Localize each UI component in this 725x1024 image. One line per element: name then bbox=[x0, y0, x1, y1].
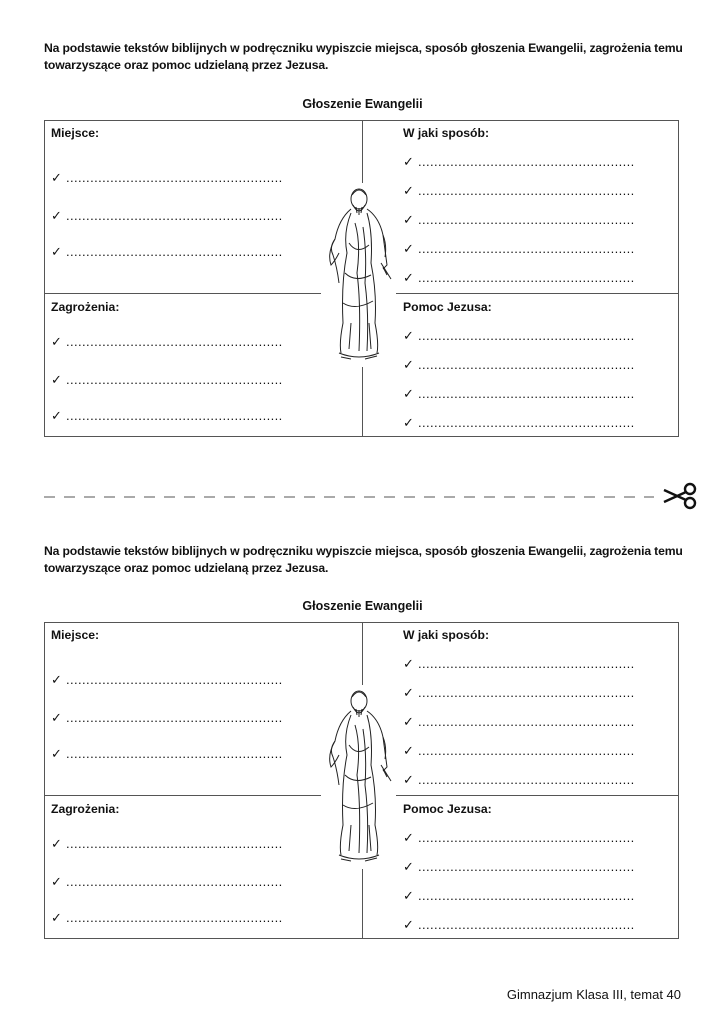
answer-line[interactable]: ✓ ...................................................... bbox=[403, 415, 635, 430]
answer-line[interactable]: ✓ ...................................................... bbox=[403, 743, 635, 758]
check-icon: ✓ bbox=[403, 386, 414, 401]
answer-line[interactable]: ✓ ...................................................... bbox=[51, 408, 283, 423]
answer-line[interactable]: ✓ ...................................................... bbox=[403, 241, 635, 256]
answer-line[interactable]: ✓ ...................................................... bbox=[403, 656, 635, 671]
check-icon: ✓ bbox=[403, 830, 414, 845]
answer-line[interactable]: ✓ ...................................................... bbox=[403, 183, 635, 198]
answer-line[interactable]: ✓ ...................................................... bbox=[403, 685, 635, 700]
answer-line[interactable]: ✓ ...................................................... bbox=[403, 859, 635, 874]
check-icon: ✓ bbox=[51, 170, 62, 185]
cell-pomoc bbox=[403, 300, 673, 430]
page-footer: Gimnazjum Klasa III, temat 40 bbox=[506, 987, 681, 1002]
cell-sposob bbox=[403, 628, 673, 793]
answer-line[interactable]: ✓ ...................................................... bbox=[403, 888, 635, 903]
label-miejsce: Miejsce: bbox=[51, 126, 100, 140]
check-icon: ✓ bbox=[51, 874, 62, 889]
check-icon: ✓ bbox=[403, 859, 414, 874]
answer-line[interactable]: ✓ ...................................................... bbox=[403, 328, 635, 343]
grid-divider-left bbox=[45, 293, 327, 294]
label-zagrozenia: Zagrożenia: bbox=[51, 802, 120, 816]
grid-divider-right bbox=[396, 293, 678, 294]
cell-zagrozenia bbox=[51, 802, 351, 932]
check-icon: ✓ bbox=[403, 241, 414, 256]
cell-miejsce bbox=[51, 126, 351, 286]
check-icon: ✓ bbox=[403, 328, 414, 343]
check-icon: ✓ bbox=[403, 743, 414, 758]
answer-line[interactable]: ✓ ...................................................... bbox=[51, 836, 283, 851]
check-icon: ✓ bbox=[51, 334, 62, 349]
answer-line[interactable]: ✓ ...................................................... bbox=[51, 874, 283, 889]
check-icon: ✓ bbox=[403, 270, 414, 285]
sheet-title-top: Głoszenie Ewangelii bbox=[302, 97, 423, 111]
check-icon: ✓ bbox=[403, 415, 414, 430]
cell-pomoc bbox=[403, 802, 673, 932]
check-icon: ✓ bbox=[403, 917, 414, 932]
answer-line[interactable]: ✓ ...................................................... bbox=[51, 244, 283, 259]
apostle-figure-illustration bbox=[321, 183, 395, 367]
cut-line bbox=[44, 488, 664, 504]
sheet-title-bottom: Głoszenie Ewangelii bbox=[302, 599, 423, 613]
answer-line[interactable]: ✓ ...................................................... bbox=[51, 334, 283, 349]
label-pomoc: Pomoc Jezusa: bbox=[403, 300, 492, 314]
cell-zagrozenia bbox=[51, 300, 351, 430]
worksheet-grid-top bbox=[44, 120, 679, 437]
check-icon: ✓ bbox=[51, 244, 62, 259]
answer-line[interactable]: ✓ ...................................................... bbox=[403, 357, 635, 372]
answer-line[interactable]: ✓ ...................................................... bbox=[51, 208, 283, 223]
answer-line[interactable]: ✓ ...................................................... bbox=[51, 372, 283, 387]
label-zagrozenia: Zagrożenia: bbox=[51, 300, 120, 314]
answer-line[interactable]: ✓ ...................................................... bbox=[403, 714, 635, 729]
label-pomoc: Pomoc Jezusa: bbox=[403, 802, 492, 816]
instruction-text-top: Na podstawie tekstów biblijnych w podręczniku wypiszcie miejsca, sposób głoszenia Ewangelii, zagrożenia temu towarzyszące oraz pomoc udzielaną przez Jezusa. bbox=[44, 41, 683, 72]
check-icon: ✓ bbox=[51, 836, 62, 851]
label-sposob: W jaki sposób: bbox=[403, 628, 489, 642]
answer-line[interactable]: ✓ ...................................................... bbox=[51, 710, 283, 725]
instruction-text-bottom: Na podstawie tekstów biblijnych w podręczniku wypiszcie miejsca, sposób głoszenia Ewangelii, zagrożenia temu towarzyszące oraz pomoc udzielaną przez Jezusa. bbox=[44, 544, 683, 575]
check-icon: ✓ bbox=[51, 746, 62, 761]
answer-line[interactable]: ✓ ...................................................... bbox=[403, 154, 635, 169]
check-icon: ✓ bbox=[403, 772, 414, 787]
check-icon: ✓ bbox=[403, 183, 414, 198]
check-icon: ✓ bbox=[403, 714, 414, 729]
check-icon: ✓ bbox=[403, 212, 414, 227]
check-icon: ✓ bbox=[51, 672, 62, 687]
label-sposob: W jaki sposób: bbox=[403, 126, 489, 140]
check-icon: ✓ bbox=[51, 710, 62, 725]
answer-line[interactable]: ✓ ...................................................... bbox=[403, 212, 635, 227]
check-icon: ✓ bbox=[51, 910, 62, 925]
apostle-figure-illustration bbox=[321, 685, 395, 869]
answer-line[interactable]: ✓ ...................................................... bbox=[51, 746, 283, 761]
grid-divider-right bbox=[396, 795, 678, 796]
answer-line[interactable]: ✓ ...................................................... bbox=[51, 672, 283, 687]
answer-line[interactable]: ✓ ...................................................... bbox=[51, 170, 283, 185]
check-icon: ✓ bbox=[403, 357, 414, 372]
check-icon: ✓ bbox=[403, 154, 414, 169]
check-icon: ✓ bbox=[51, 372, 62, 387]
answer-line[interactable]: ✓ ...................................................... bbox=[403, 830, 635, 845]
check-icon: ✓ bbox=[403, 685, 414, 700]
check-icon: ✓ bbox=[51, 208, 62, 223]
answer-line[interactable]: ✓ ...................................................... bbox=[403, 772, 635, 787]
grid-divider-left bbox=[45, 795, 327, 796]
check-icon: ✓ bbox=[403, 656, 414, 671]
check-icon: ✓ bbox=[51, 408, 62, 423]
label-miejsce: Miejsce: bbox=[51, 628, 100, 642]
worksheet-grid-bottom bbox=[44, 622, 679, 939]
answer-line[interactable]: ✓ ...................................................... bbox=[51, 910, 283, 925]
answer-line[interactable]: ✓ ...................................................... bbox=[403, 386, 635, 401]
answer-line[interactable]: ✓ ...................................................... bbox=[403, 917, 635, 932]
cell-miejsce bbox=[51, 628, 351, 788]
cell-sposob bbox=[403, 126, 673, 291]
scissors-icon bbox=[660, 482, 700, 510]
answer-line[interactable]: ✓ ...................................................... bbox=[403, 270, 635, 285]
check-icon: ✓ bbox=[403, 888, 414, 903]
